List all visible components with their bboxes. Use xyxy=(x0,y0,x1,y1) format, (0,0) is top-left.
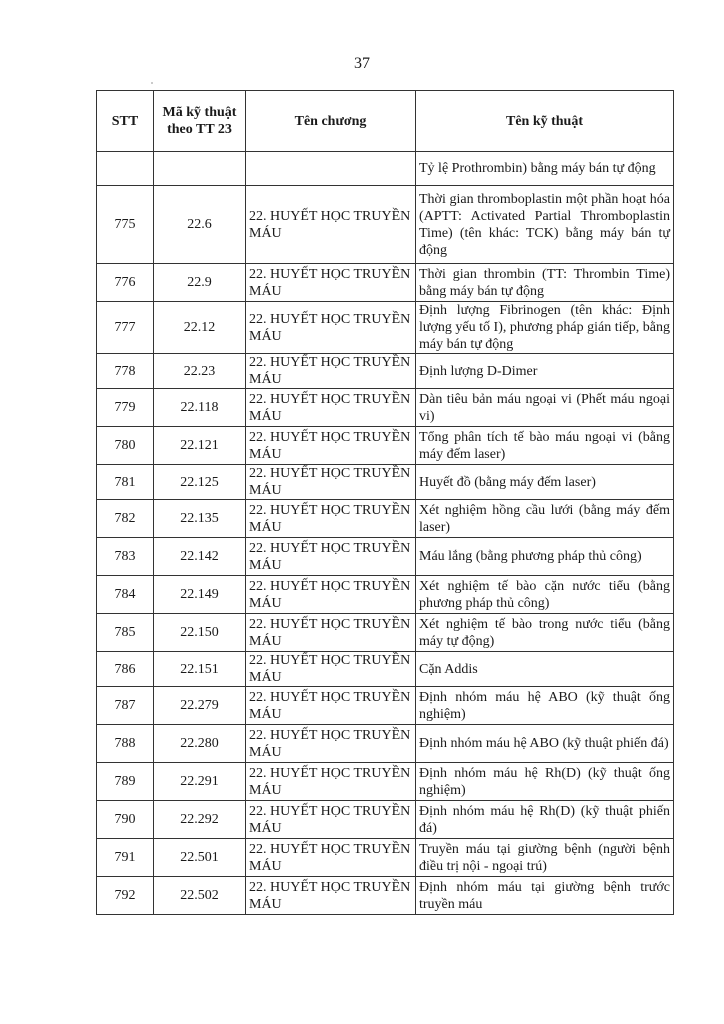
row-technique: Tổng phân tích tế bào máu ngoại vi (bằng máy đếm laser) xyxy=(416,427,674,465)
row-stt: 790 xyxy=(97,801,154,839)
row-chapter: 22. HUYẾT HỌC TRUYỀN MÁU xyxy=(246,877,416,915)
row-technique: Định nhóm máu hệ Rh(D) (kỹ thuật phiến đá) xyxy=(416,801,674,839)
row-stt: 788 xyxy=(97,725,154,763)
row-technique: Xét nghiệm tế bào trong nước tiểu (bằng máy tự động) xyxy=(416,614,674,652)
row-technique: Dàn tiêu bản máu ngoại vi (Phết máu ngoại vi) xyxy=(416,389,674,427)
row-stt: 787 xyxy=(97,687,154,725)
row-code: 22.135 xyxy=(154,500,246,538)
row-chapter: 22. HUYẾT HỌC TRUYỀN MÁU xyxy=(246,427,416,465)
row-technique: Định lượng Fibrinogen (tên khác: Định lượng yếu tố I), phương pháp gián tiếp, bằng máy bán tự động xyxy=(416,302,674,354)
row-chapter: 22. HUYẾT HỌC TRUYỀN MÁU xyxy=(246,465,416,500)
row-technique: Định nhóm máu hệ ABO (kỹ thuật phiến đá) xyxy=(416,725,674,763)
table-row xyxy=(97,354,674,389)
row-code: 22.125 xyxy=(154,465,246,500)
row-code: 22.121 xyxy=(154,427,246,465)
row-stt: 777 xyxy=(97,302,154,354)
row-stt: 780 xyxy=(97,427,154,465)
table-row xyxy=(97,427,674,465)
table-header-row xyxy=(97,91,674,152)
row-chapter: 22. HUYẾT HỌC TRUYỀN MÁU xyxy=(246,538,416,576)
row-stt: 789 xyxy=(97,763,154,801)
row-technique: Định lượng D-Dimer xyxy=(416,354,674,389)
row-chapter: 22. HUYẾT HỌC TRUYỀN MÁU xyxy=(246,302,416,354)
row-stt: 779 xyxy=(97,389,154,427)
row-technique: Máu lắng (bằng phương pháp thủ công) xyxy=(416,538,674,576)
row-code: 22.279 xyxy=(154,687,246,725)
row-stt: 775 xyxy=(97,186,154,264)
row-code: 22.150 xyxy=(154,614,246,652)
table-row xyxy=(97,538,674,576)
row-technique: Định nhóm máu hệ ABO (kỹ thuật ống nghiệm) xyxy=(416,687,674,725)
row-chapter: 22. HUYẾT HỌC TRUYỀN MÁU xyxy=(246,801,416,839)
row-chapter: 22. HUYẾT HỌC TRUYỀN MÁU xyxy=(246,652,416,687)
row-stt: 792 xyxy=(97,877,154,915)
row-technique: Cặn Addis xyxy=(416,652,674,687)
row-code: 22.142 xyxy=(154,538,246,576)
row-chapter: 22. HUYẾT HỌC TRUYỀN MÁU xyxy=(246,354,416,389)
table-row xyxy=(97,652,674,687)
table-row xyxy=(97,465,674,500)
row-code: 22.501 xyxy=(154,839,246,877)
row-technique: Truyền máu tại giường bệnh (người bệnh điều trị nội - ngoại trú) xyxy=(416,839,674,877)
table-row xyxy=(97,186,674,264)
row-code: 22.291 xyxy=(154,763,246,801)
table-row xyxy=(97,264,674,302)
row-chapter: 22. HUYẾT HỌC TRUYỀN MÁU xyxy=(246,725,416,763)
row-code: 22.9 xyxy=(154,264,246,302)
row-stt: 786 xyxy=(97,652,154,687)
row-technique: Xét nghiệm tế bào cặn nước tiểu (bằng phương pháp thủ công) xyxy=(416,576,674,614)
table-row xyxy=(97,500,674,538)
row-code: 22.292 xyxy=(154,801,246,839)
table-row xyxy=(97,801,674,839)
technique-table xyxy=(96,90,674,915)
row-stt: 781 xyxy=(97,465,154,500)
row-stt xyxy=(97,152,154,186)
row-chapter: 22. HUYẾT HỌC TRUYỀN MÁU xyxy=(246,687,416,725)
row-technique: Định nhóm máu hệ Rh(D) (kỹ thuật ống nghiệm) xyxy=(416,763,674,801)
table-row xyxy=(97,152,674,186)
header-stt: STT xyxy=(97,91,154,152)
row-chapter: 22. HUYẾT HỌC TRUYỀN MÁU xyxy=(246,763,416,801)
table-row xyxy=(97,389,674,427)
header-chapter: Tên chương xyxy=(246,91,416,152)
row-stt: 782 xyxy=(97,500,154,538)
table-row xyxy=(97,725,674,763)
row-code: 22.149 xyxy=(154,576,246,614)
row-technique: Thời gian thromboplastin một phần hoạt hóa (APTT: Activated Partial Thromboplastin Time) (tên khác: TCK) bằng máy bán tự động xyxy=(416,186,674,264)
row-technique: Huyết đồ (bằng máy đếm laser) xyxy=(416,465,674,500)
row-technique: Tỷ lệ Prothrombin) bằng máy bán tự động xyxy=(416,152,674,186)
row-stt: 785 xyxy=(97,614,154,652)
row-chapter xyxy=(246,152,416,186)
table-row xyxy=(97,302,674,354)
row-chapter: 22. HUYẾT HỌC TRUYỀN MÁU xyxy=(246,264,416,302)
row-stt: 784 xyxy=(97,576,154,614)
row-code: 22.6 xyxy=(154,186,246,264)
row-technique: Thời gian thrombin (TT: Thrombin Time) bằng máy bán tự động xyxy=(416,264,674,302)
row-code: 22.280 xyxy=(154,725,246,763)
row-code: 22.118 xyxy=(154,389,246,427)
row-chapter: 22. HUYẾT HỌC TRUYỀN MÁU xyxy=(246,614,416,652)
row-stt: 791 xyxy=(97,839,154,877)
row-chapter: 22. HUYẾT HỌC TRUYỀN MÁU xyxy=(246,389,416,427)
table-row xyxy=(97,877,674,915)
row-chapter: 22. HUYẾT HỌC TRUYỀN MÁU xyxy=(246,186,416,264)
row-stt: 776 xyxy=(97,264,154,302)
row-chapter: 22. HUYẾT HỌC TRUYỀN MÁU xyxy=(246,839,416,877)
row-chapter: 22. HUYẾT HỌC TRUYỀN MÁU xyxy=(246,576,416,614)
page-number: 37 xyxy=(354,55,370,72)
header-technique: Tên kỹ thuật xyxy=(416,91,674,152)
table-row xyxy=(97,839,674,877)
row-code: 22.23 xyxy=(154,354,246,389)
row-code: 22.502 xyxy=(154,877,246,915)
row-code: 22.151 xyxy=(154,652,246,687)
row-chapter: 22. HUYẾT HỌC TRUYỀN MÁU xyxy=(246,500,416,538)
table-row xyxy=(97,576,674,614)
row-technique: Định nhóm máu tại giường bệnh trước truyền máu xyxy=(416,877,674,915)
row-technique: Xét nghiệm hồng cầu lưới (bằng máy đếm laser) xyxy=(416,500,674,538)
table-row xyxy=(97,763,674,801)
row-stt: 783 xyxy=(97,538,154,576)
row-code xyxy=(154,152,246,186)
row-code: 22.12 xyxy=(154,302,246,354)
header-code: Mã kỹ thuật theo TT 23 xyxy=(154,91,246,152)
table-row xyxy=(97,687,674,725)
row-stt: 778 xyxy=(97,354,154,389)
scan-speck xyxy=(151,82,153,84)
table-row xyxy=(97,614,674,652)
